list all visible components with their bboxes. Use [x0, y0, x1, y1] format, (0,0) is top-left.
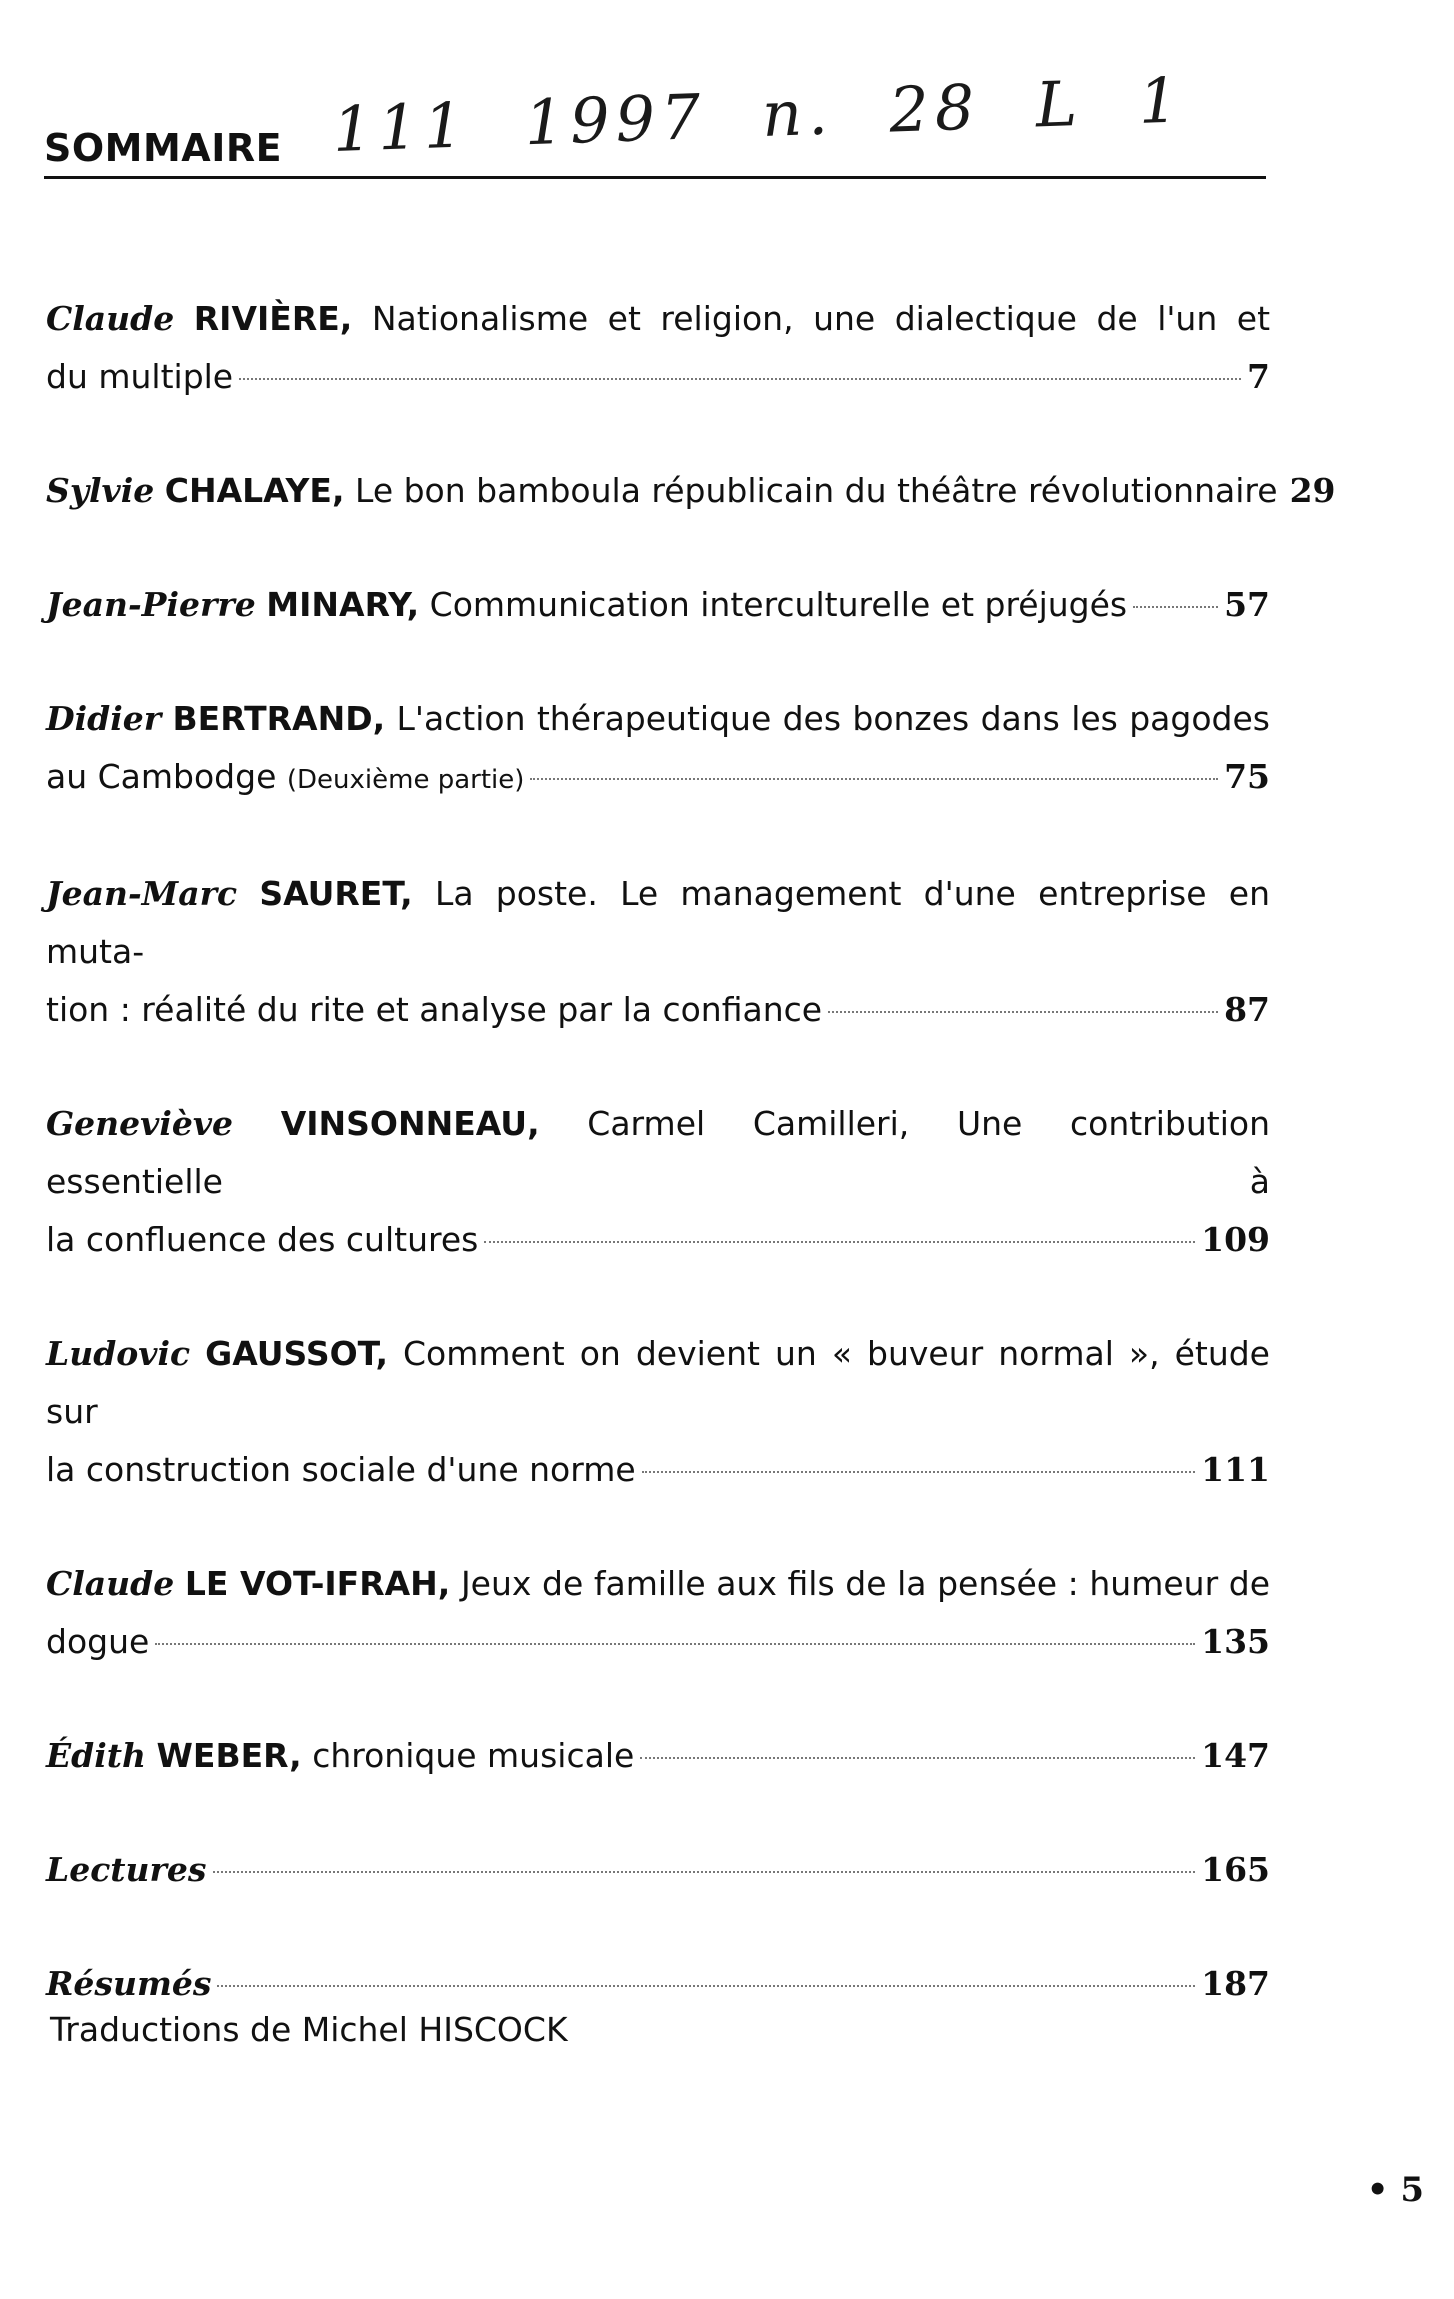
article-title-continued: la construction sociale d'une norme [46, 1450, 636, 1489]
title-text: au Cambodge [46, 757, 277, 796]
entry-first-line [46, 865, 1270, 981]
page-ref: 57 [1224, 585, 1270, 624]
article-title-continued: la confluence des cultures [46, 1220, 479, 1259]
article-title: La poste. Le management d'une entreprise en muta- [46, 874, 1270, 971]
page-ref: 109 [1201, 1220, 1270, 1259]
entry-first-line [46, 290, 1270, 348]
dot-leader [155, 1642, 1195, 1645]
author-last-name: GAUSSOT, [205, 1334, 388, 1373]
author-first-name: Claude [46, 1564, 175, 1603]
article-title-continued: tion : réalité du rite et analyse par la confiance [46, 990, 823, 1029]
entry-last-line [46, 1613, 1270, 1671]
part-note: (Deuxième partie) [286, 765, 525, 795]
translations-credit: Traductions de Michel HISCOCK [50, 2010, 568, 2049]
article-title-continued [46, 748, 524, 809]
author-last-name: LE VOT-IFRAH, [184, 1564, 451, 1603]
author-first-name: Geneviève [46, 1104, 234, 1143]
entry-first-line [46, 1555, 1270, 1613]
author-last-name: VINSONNEAU, [280, 1104, 540, 1143]
page-ref: 111 [1201, 1450, 1270, 1489]
page-ref: 187 [1201, 1964, 1270, 2003]
author-last-name: SAURET, [259, 874, 413, 913]
article-title: chronique musicale [312, 1736, 635, 1775]
page-title: SOMMAIRE [44, 126, 283, 170]
page-ref: 75 [1224, 757, 1270, 796]
author-first-name: Édith [46, 1736, 146, 1775]
toc-entry[interactable] [46, 1325, 1270, 1499]
entry-first-line [46, 690, 1270, 748]
handwritten-note: 111 1997 n. 28 L 1 [331, 63, 1186, 166]
section-label: Résumés [46, 1964, 212, 2003]
author-first-name: Didier [46, 699, 162, 738]
toc-entry[interactable] [46, 576, 1270, 634]
page-ref: 7 [1247, 357, 1270, 396]
page-number: • 5 [1366, 2170, 1424, 2210]
dot-leader [642, 1470, 1195, 1473]
author-last-name: RIVIÈRE, [193, 299, 353, 338]
author-first-name: Ludovic [46, 1334, 191, 1373]
dot-leader [213, 1870, 1196, 1873]
entry-last-line [46, 1211, 1270, 1269]
article-title: Nationalisme et religion, une dialectique de l'un et [371, 299, 1271, 338]
author-last-name: WEBER, [156, 1736, 302, 1775]
dot-leader [530, 777, 1218, 780]
author-first-name: Sylvie [46, 471, 155, 510]
article-title: Comment on devient un « buveur normal », étude sur [46, 1334, 1270, 1431]
toc-entry-lectures[interactable] [46, 1841, 1270, 1899]
entry-last-line [46, 1441, 1270, 1499]
toc-entry[interactable] [46, 865, 1270, 1039]
page-ref: 165 [1201, 1850, 1270, 1889]
toc-entry[interactable] [46, 462, 1336, 520]
page-ref: 87 [1224, 990, 1270, 1029]
entry-text [46, 1727, 634, 1785]
author-last-name: MINARY, [266, 585, 420, 624]
author-first-name: Jean-Marc [46, 874, 238, 913]
article-title: Carmel Camilleri, Une contribution essentielle à [46, 1104, 1270, 1201]
dot-leader [828, 1010, 1218, 1013]
entry-last-line [46, 748, 1270, 809]
dot-leader [640, 1756, 1195, 1759]
article-title: Communication interculturelle et préjugés [429, 585, 1128, 624]
author-last-name: CHALAYE, [164, 471, 345, 510]
article-title-continued: du multiple [46, 357, 234, 396]
article-title: Jeux de famille aux fils de la pensée : humeur de [460, 1564, 1270, 1603]
toc-entry[interactable] [46, 690, 1270, 809]
entry-first-line [46, 1325, 1270, 1441]
entry-last-line [46, 1841, 1270, 1899]
article-title: Le bon bamboula républicain du théâtre révolutionnaire [355, 471, 1278, 510]
dot-leader [1133, 605, 1218, 608]
article-title-continued: dogue [46, 1622, 150, 1661]
page-ref: 29 [1289, 471, 1336, 510]
toc-entry[interactable] [46, 1727, 1270, 1785]
entry-last-line [46, 348, 1270, 406]
toc-entry[interactable] [46, 1555, 1270, 1671]
entry-text [46, 576, 1127, 634]
section-label: Lectures [46, 1850, 207, 1889]
entry-last-line [46, 1727, 1270, 1785]
table-of-contents [46, 290, 1336, 2069]
header [44, 63, 1266, 179]
author-first-name: Jean-Pierre [46, 585, 256, 624]
toc-entry[interactable] [46, 290, 1270, 406]
entry-last-line [46, 462, 1336, 520]
author-first-name: Claude [46, 299, 175, 338]
dot-leader [217, 1984, 1195, 1987]
entry-first-line [46, 1095, 1270, 1211]
toc-entry[interactable] [46, 1095, 1270, 1269]
article-title: L'action thérapeutique des bonzes dans les pagodes [396, 699, 1270, 738]
dot-leader [239, 377, 1241, 380]
entry-text [46, 462, 1278, 520]
dot-leader [484, 1240, 1195, 1243]
entry-last-line [46, 1955, 1270, 2013]
author-last-name: BERTRAND, [172, 699, 386, 738]
page-ref: 147 [1201, 1736, 1270, 1775]
entry-last-line [46, 981, 1270, 1039]
page-ref: 135 [1201, 1622, 1270, 1661]
toc-entry-resumes[interactable] [46, 1955, 1270, 2013]
entry-last-line [46, 576, 1270, 634]
